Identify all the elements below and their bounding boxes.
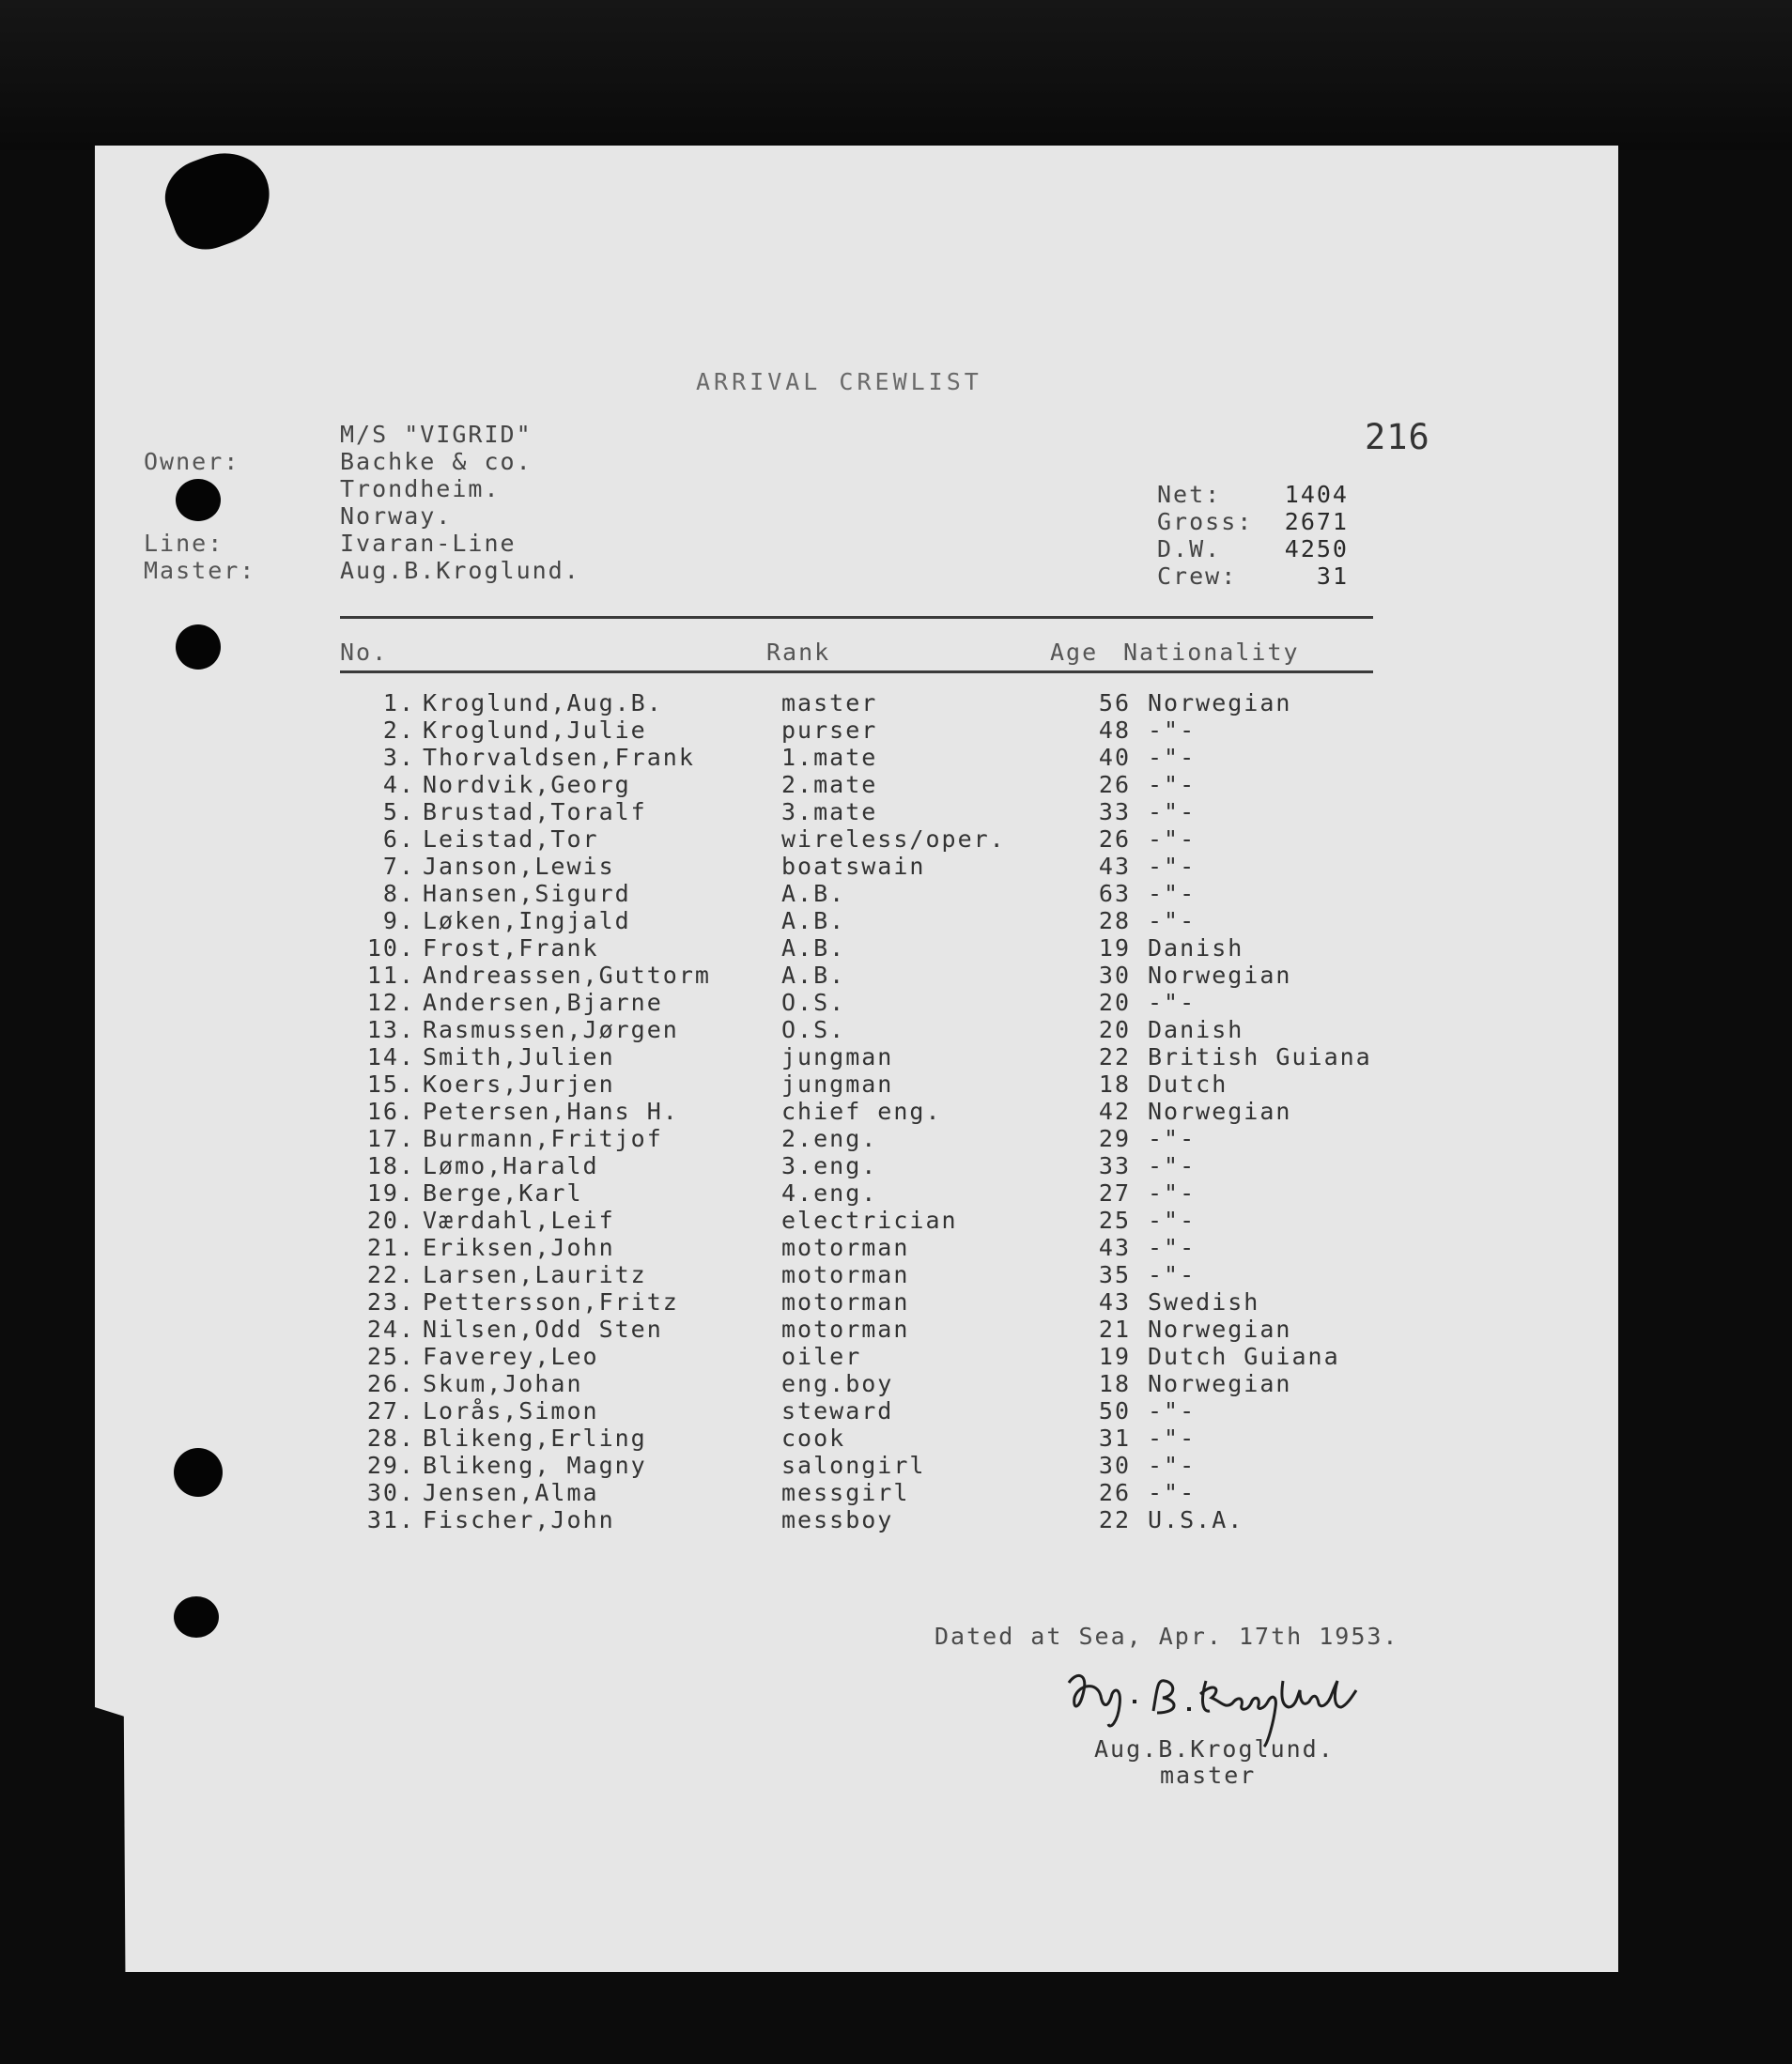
crew-row [340,1207,1429,1234]
line-value: Ivaran-Line [340,530,517,557]
line-label: Line: [144,530,224,557]
dw-value: 4250 [1284,535,1349,562]
crew-name: Nordvik,Georg [423,771,631,798]
crew-rank: messgirl [781,1479,910,1506]
column-header-age: Age [1050,639,1099,666]
crew-name: Pettersson,Fritz [423,1288,679,1316]
crew-nationality: Norwegian [1148,1098,1292,1125]
crew-nationality: -"- [1148,1425,1197,1452]
crew-name: Smith,Julien [423,1043,615,1071]
signature-name: Aug.B.Kroglund. [1094,1735,1335,1763]
crew-rank: 1.mate [781,744,878,771]
crew-age: 40 [1098,744,1131,771]
crew-row [340,1343,1429,1370]
crew-rank: electrician [781,1207,958,1234]
crew-name: Blikeng,Erling [423,1425,647,1452]
crew-age: 25 [1098,1207,1131,1234]
crew-row [340,689,1429,716]
crew-nationality: Danish [1148,934,1244,962]
owner-city: Trondheim. [340,475,501,502]
crew-nationality: Dutch Guiana [1148,1343,1340,1370]
crew-nationality: Danish [1148,1016,1244,1043]
document-title: ARRIVAL CREWLIST [696,368,982,395]
crew-nationality: -"- [1148,1397,1197,1425]
crew-age: 33 [1098,798,1131,825]
crew-name: Blikeng, Magny [423,1452,647,1479]
crew-row [340,1071,1429,1098]
crew-nationality: -"- [1148,825,1197,853]
crew-nationality: -"- [1148,1179,1197,1207]
crew-row [340,1043,1429,1071]
crew-number: 18. [366,1152,415,1179]
crew-rank: 4.eng. [781,1179,878,1207]
gross-label: Gross: [1157,508,1254,535]
crew-number: 12. [366,989,415,1016]
crew-nationality: -"- [1148,771,1197,798]
crew-age: 50 [1098,1397,1131,1425]
crew-name: Andersen,Bjarne [423,989,663,1016]
crew-row [340,1288,1429,1316]
crew-row [340,825,1429,853]
crew-name: Rasmussen,Jørgen [423,1016,679,1043]
crew-age: 35 [1098,1261,1131,1288]
crew-age: 26 [1098,825,1131,853]
crew-row [340,1152,1429,1179]
crew-age: 43 [1098,853,1131,880]
crew-age: 26 [1098,1479,1131,1506]
crew-number: 10. [366,934,415,962]
crew-number: 31. [366,1506,415,1533]
signature-role: master [1160,1762,1257,1789]
crew-nationality: Norwegian [1148,962,1292,989]
crew-age: 33 [1098,1152,1131,1179]
crew-row [340,1370,1429,1397]
crew-name: Berge,Karl [423,1179,583,1207]
crew-rank: steward [781,1397,894,1425]
crew-rank: motorman [781,1316,910,1343]
crew-number: 30. [366,1479,415,1506]
crew-nationality: -"- [1148,1125,1197,1152]
crew-name: Eriksen,John [423,1234,615,1261]
crew-rank: wireless/oper. [781,825,1006,853]
crew-name: Løken,Ingjald [423,907,631,934]
vessel-name: M/S "VIGRID" [340,421,533,448]
crew-age: 30 [1098,962,1131,989]
punch-hole [176,479,221,521]
crew-row [340,1179,1429,1207]
crew-age: 19 [1098,1343,1131,1370]
punch-hole [176,624,221,670]
crew-name: Fischer,John [423,1506,615,1533]
crew-age: 31 [1098,1425,1131,1452]
crew-age: 20 [1098,989,1131,1016]
crew-name: Larsen,Lauritz [423,1261,647,1288]
crew-row [340,1506,1429,1533]
crew-nationality: Norwegian [1148,689,1292,716]
crew-rank: master [781,689,878,716]
crew-number: 17. [366,1125,415,1152]
crew-number: 2. [382,716,415,744]
crew-rank: boatswain [781,853,926,880]
crew-rank: 3.mate [781,798,878,825]
crew-number: 9. [382,907,415,934]
crew-number: 25. [366,1343,415,1370]
crew-number: 27. [366,1397,415,1425]
crew-rank: 2.mate [781,771,878,798]
dw-label: D.W. [1157,535,1222,562]
crew-age: 22 [1098,1043,1131,1071]
scan-background [0,0,1792,150]
crew-row [340,744,1429,771]
crew-name: Koers,Jurjen [423,1071,615,1098]
crew-nationality: -"- [1148,1207,1197,1234]
crew-rank: eng.boy [781,1370,894,1397]
net-value: 1404 [1284,481,1349,508]
crew-rank: O.S. [781,989,846,1016]
crew-name: Brustad,Toralf [423,798,647,825]
crew-name: Faverey,Leo [423,1343,599,1370]
crew-nationality: -"- [1148,907,1197,934]
crew-age: 48 [1098,716,1131,744]
crew-name: Petersen,Hans H. [423,1098,679,1125]
crew-row [340,716,1429,744]
crew-age: 21 [1098,1316,1131,1343]
crew-age: 19 [1098,934,1131,962]
crew-name: Hansen,Sigurd [423,880,631,907]
crew-age: 26 [1098,771,1131,798]
crew-number: 20. [366,1207,415,1234]
gross-value: 2671 [1284,508,1349,535]
crew-age: 30 [1098,1452,1131,1479]
header-rule-bottom [340,670,1373,673]
owner-name: Bachke & co. [340,448,533,475]
crew-row [340,989,1429,1016]
crew-rank: cook [781,1425,846,1452]
crew-number: 8. [382,880,415,907]
crew-rank: chief eng. [781,1098,942,1125]
owner-country: Norway. [340,502,453,530]
crew-name: Thorvaldsen,Frank [423,744,695,771]
net-label: Net: [1157,481,1222,508]
crew-rank: motorman [781,1234,910,1261]
crew-count-value: 31 [1316,562,1349,590]
crew-nationality: Swedish [1148,1288,1260,1316]
crew-name: Janson,Lewis [423,853,615,880]
crew-nationality: -"- [1148,1234,1197,1261]
crew-rank: A.B. [781,880,846,907]
crew-rank: motorman [781,1261,910,1288]
crew-age: 20 [1098,1016,1131,1043]
crew-nationality: -"- [1148,744,1197,771]
crew-name: Kroglund,Julie [423,716,647,744]
crew-nationality: -"- [1148,716,1197,744]
crew-row [340,962,1429,989]
column-header-no: No. [340,639,389,666]
crew-rank: messboy [781,1506,894,1533]
crew-age: 56 [1098,689,1131,716]
crew-name: Jensen,Alma [423,1479,599,1506]
column-header-rank: Rank [766,639,831,666]
crew-name: Burmann,Fritjof [423,1125,663,1152]
crew-number: 24. [366,1316,415,1343]
crew-number: 22. [366,1261,415,1288]
header-rule-top [340,616,1373,619]
crew-row [340,1234,1429,1261]
crew-number: 13. [366,1016,415,1043]
crew-name: Lømo,Harald [423,1152,599,1179]
crew-row [340,1098,1429,1125]
crew-row [340,1397,1429,1425]
crew-age: 28 [1098,907,1131,934]
column-header-nationality: Nationality [1123,639,1300,666]
crew-nationality: -"- [1148,1261,1197,1288]
crew-row [340,880,1429,907]
page-number: 216 [1365,417,1430,457]
crew-number: 26. [366,1370,415,1397]
crew-row [340,1479,1429,1506]
crew-nationality: -"- [1148,1152,1197,1179]
crew-rank: oiler [781,1343,862,1370]
crew-number: 21. [366,1234,415,1261]
crew-number: 11. [366,962,415,989]
crew-row [340,1261,1429,1288]
crew-row [340,1452,1429,1479]
crew-nationality: -"- [1148,880,1197,907]
crew-table [340,689,1429,1533]
crew-age: 43 [1098,1288,1131,1316]
crew-name: Skum,Johan [423,1370,583,1397]
crew-row [340,1316,1429,1343]
crew-age: 43 [1098,1234,1131,1261]
crew-number: 16. [366,1098,415,1125]
crew-nationality: -"- [1148,989,1197,1016]
punch-hole [174,1596,219,1638]
crew-rank: 3.eng. [781,1152,878,1179]
punch-hole [174,1448,223,1497]
crew-row [340,771,1429,798]
crew-nationality: British Guiana [1148,1043,1372,1071]
crew-row [340,907,1429,934]
crew-nationality: -"- [1148,1479,1197,1506]
crew-count-label: Crew: [1157,562,1238,590]
crew-name: Nilsen,Odd Sten [423,1316,663,1343]
crew-row [340,853,1429,880]
crew-number: 15. [366,1071,415,1098]
crew-name: Kroglund,Aug.B. [423,689,663,716]
crew-age: 29 [1098,1125,1131,1152]
crew-row [340,1425,1429,1452]
crew-nationality: -"- [1148,798,1197,825]
crew-rank: A.B. [781,962,846,989]
crew-number: 3. [382,744,415,771]
crew-number: 4. [382,771,415,798]
crew-rank: purser [781,716,878,744]
crew-number: 19. [366,1179,415,1207]
crew-nationality: Norwegian [1148,1370,1292,1397]
crew-nationality: U.S.A. [1148,1506,1244,1533]
crew-row [340,1016,1429,1043]
crew-number: 14. [366,1043,415,1071]
crew-nationality: Dutch [1148,1071,1228,1098]
crew-age: 18 [1098,1370,1131,1397]
crew-nationality: -"- [1148,853,1197,880]
crew-number: 6. [382,825,415,853]
crew-name: Frost,Frank [423,934,599,962]
crew-age: 22 [1098,1506,1131,1533]
owner-label: Owner: [144,448,240,475]
master-value: Aug.B.Kroglund. [340,557,580,584]
crew-number: 7. [382,853,415,880]
crew-number: 5. [382,798,415,825]
crew-name: Leistad,Tor [423,825,599,853]
crew-rank: jungman [781,1043,894,1071]
master-label: Master: [144,557,256,584]
crew-age: 18 [1098,1071,1131,1098]
crew-number: 28. [366,1425,415,1452]
crew-rank: A.B. [781,907,846,934]
crew-nationality: -"- [1148,1452,1197,1479]
crew-name: Værdahl,Leif [423,1207,615,1234]
crew-rank: motorman [781,1288,910,1316]
crew-age: 42 [1098,1098,1131,1125]
crew-nationality: Norwegian [1148,1316,1292,1343]
crew-row [340,1125,1429,1152]
crew-name: Lorås,Simon [423,1397,599,1425]
crew-number: 1. [382,689,415,716]
crew-rank: jungman [781,1071,894,1098]
crew-age: 63 [1098,880,1131,907]
dated-line: Dated at Sea, Apr. 17th 1953. [935,1623,1399,1650]
crew-row [340,798,1429,825]
crew-row [340,934,1429,962]
crew-name: Andreassen,Guttorm [423,962,711,989]
crew-rank: salongirl [781,1452,926,1479]
crew-rank: A.B. [781,934,846,962]
crew-number: 23. [366,1288,415,1316]
crew-number: 29. [366,1452,415,1479]
crew-age: 27 [1098,1179,1131,1207]
crew-rank: 2.eng. [781,1125,878,1152]
crew-rank: O.S. [781,1016,846,1043]
